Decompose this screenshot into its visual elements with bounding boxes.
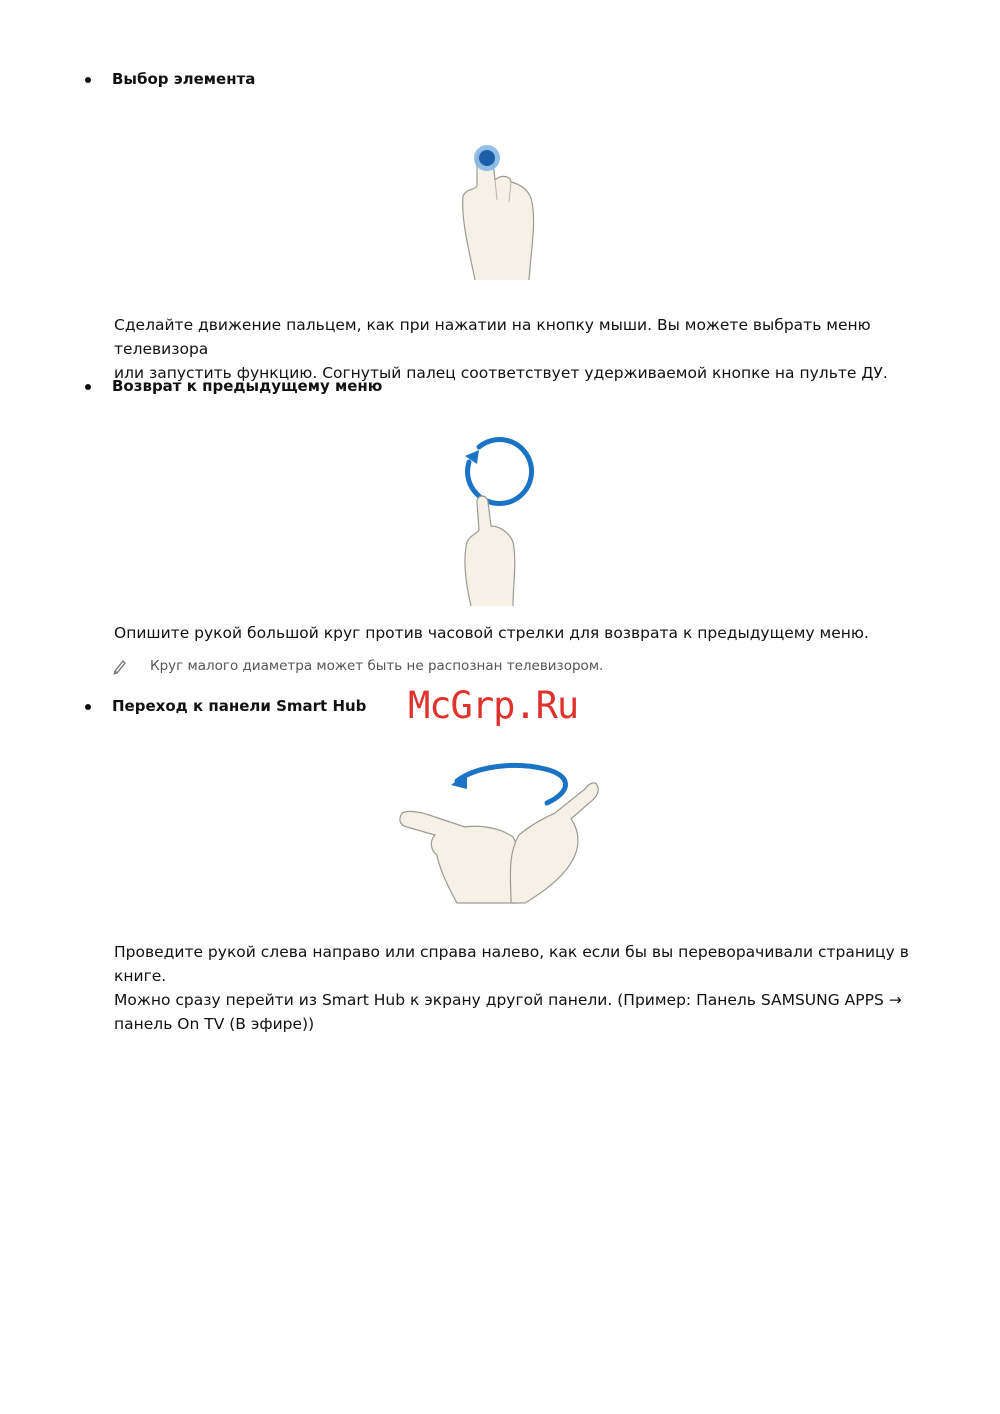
swipe-arrow-head-icon [451, 773, 467, 789]
section-2-heading-row [85, 377, 382, 395]
bullet-icon [85, 77, 91, 83]
left-hand-shape [400, 811, 519, 903]
circle-arrow-path [468, 440, 532, 504]
section-2-heading: Возврат к предыдущему меню [112, 377, 383, 395]
text-line: Можно сразу перейти из Smart Hub к экрану другой панели. (Пример: Панель SAMSUNG APPS → [114, 991, 902, 1009]
hand-shape [465, 496, 515, 606]
note-row [112, 657, 603, 675]
watermark: McGrp.Ru [408, 684, 579, 727]
bullet-icon [85, 704, 91, 710]
note-text: Круг малого диаметра может быть не распознан телевизором. [150, 658, 604, 674]
text-line: Опишите рукой большой круг против часовой стрелки для возврата к предыдущему меню. [114, 624, 869, 642]
swipe-arrow-path [457, 765, 566, 803]
section-2-description [114, 621, 934, 645]
text-line: Сделайте движение пальцем, как при нажатии на кнопку мыши. Вы можете выбрать меню телевизора [114, 316, 871, 358]
bullet-icon [85, 384, 91, 390]
text-line: панель On TV (В эфире)) [114, 1015, 315, 1033]
section-1-heading-row [85, 70, 255, 88]
section-1-description [114, 313, 934, 385]
back-gesture-illustration [455, 430, 545, 608]
section-3-heading: Переход к панели Smart Hub [112, 697, 367, 715]
section-3-heading-row [85, 697, 366, 715]
tap-inner-circle [479, 150, 495, 166]
select-gesture-illustration [455, 140, 545, 285]
text-line: Проведите рукой слева направо или справа налево, как если бы вы переворачивали страницу в книге. [114, 943, 909, 985]
panel-switch-gesture-illustration [395, 755, 610, 905]
text-line: или запустить функцию. Согнутый палец соответствует удерживаемой кнопке на пульте ДУ. [114, 364, 888, 382]
section-3-description [114, 940, 934, 1036]
pencil-note-icon [112, 657, 126, 675]
hand-shape [463, 151, 534, 280]
section-1-heading: Выбор элемента [112, 70, 256, 88]
